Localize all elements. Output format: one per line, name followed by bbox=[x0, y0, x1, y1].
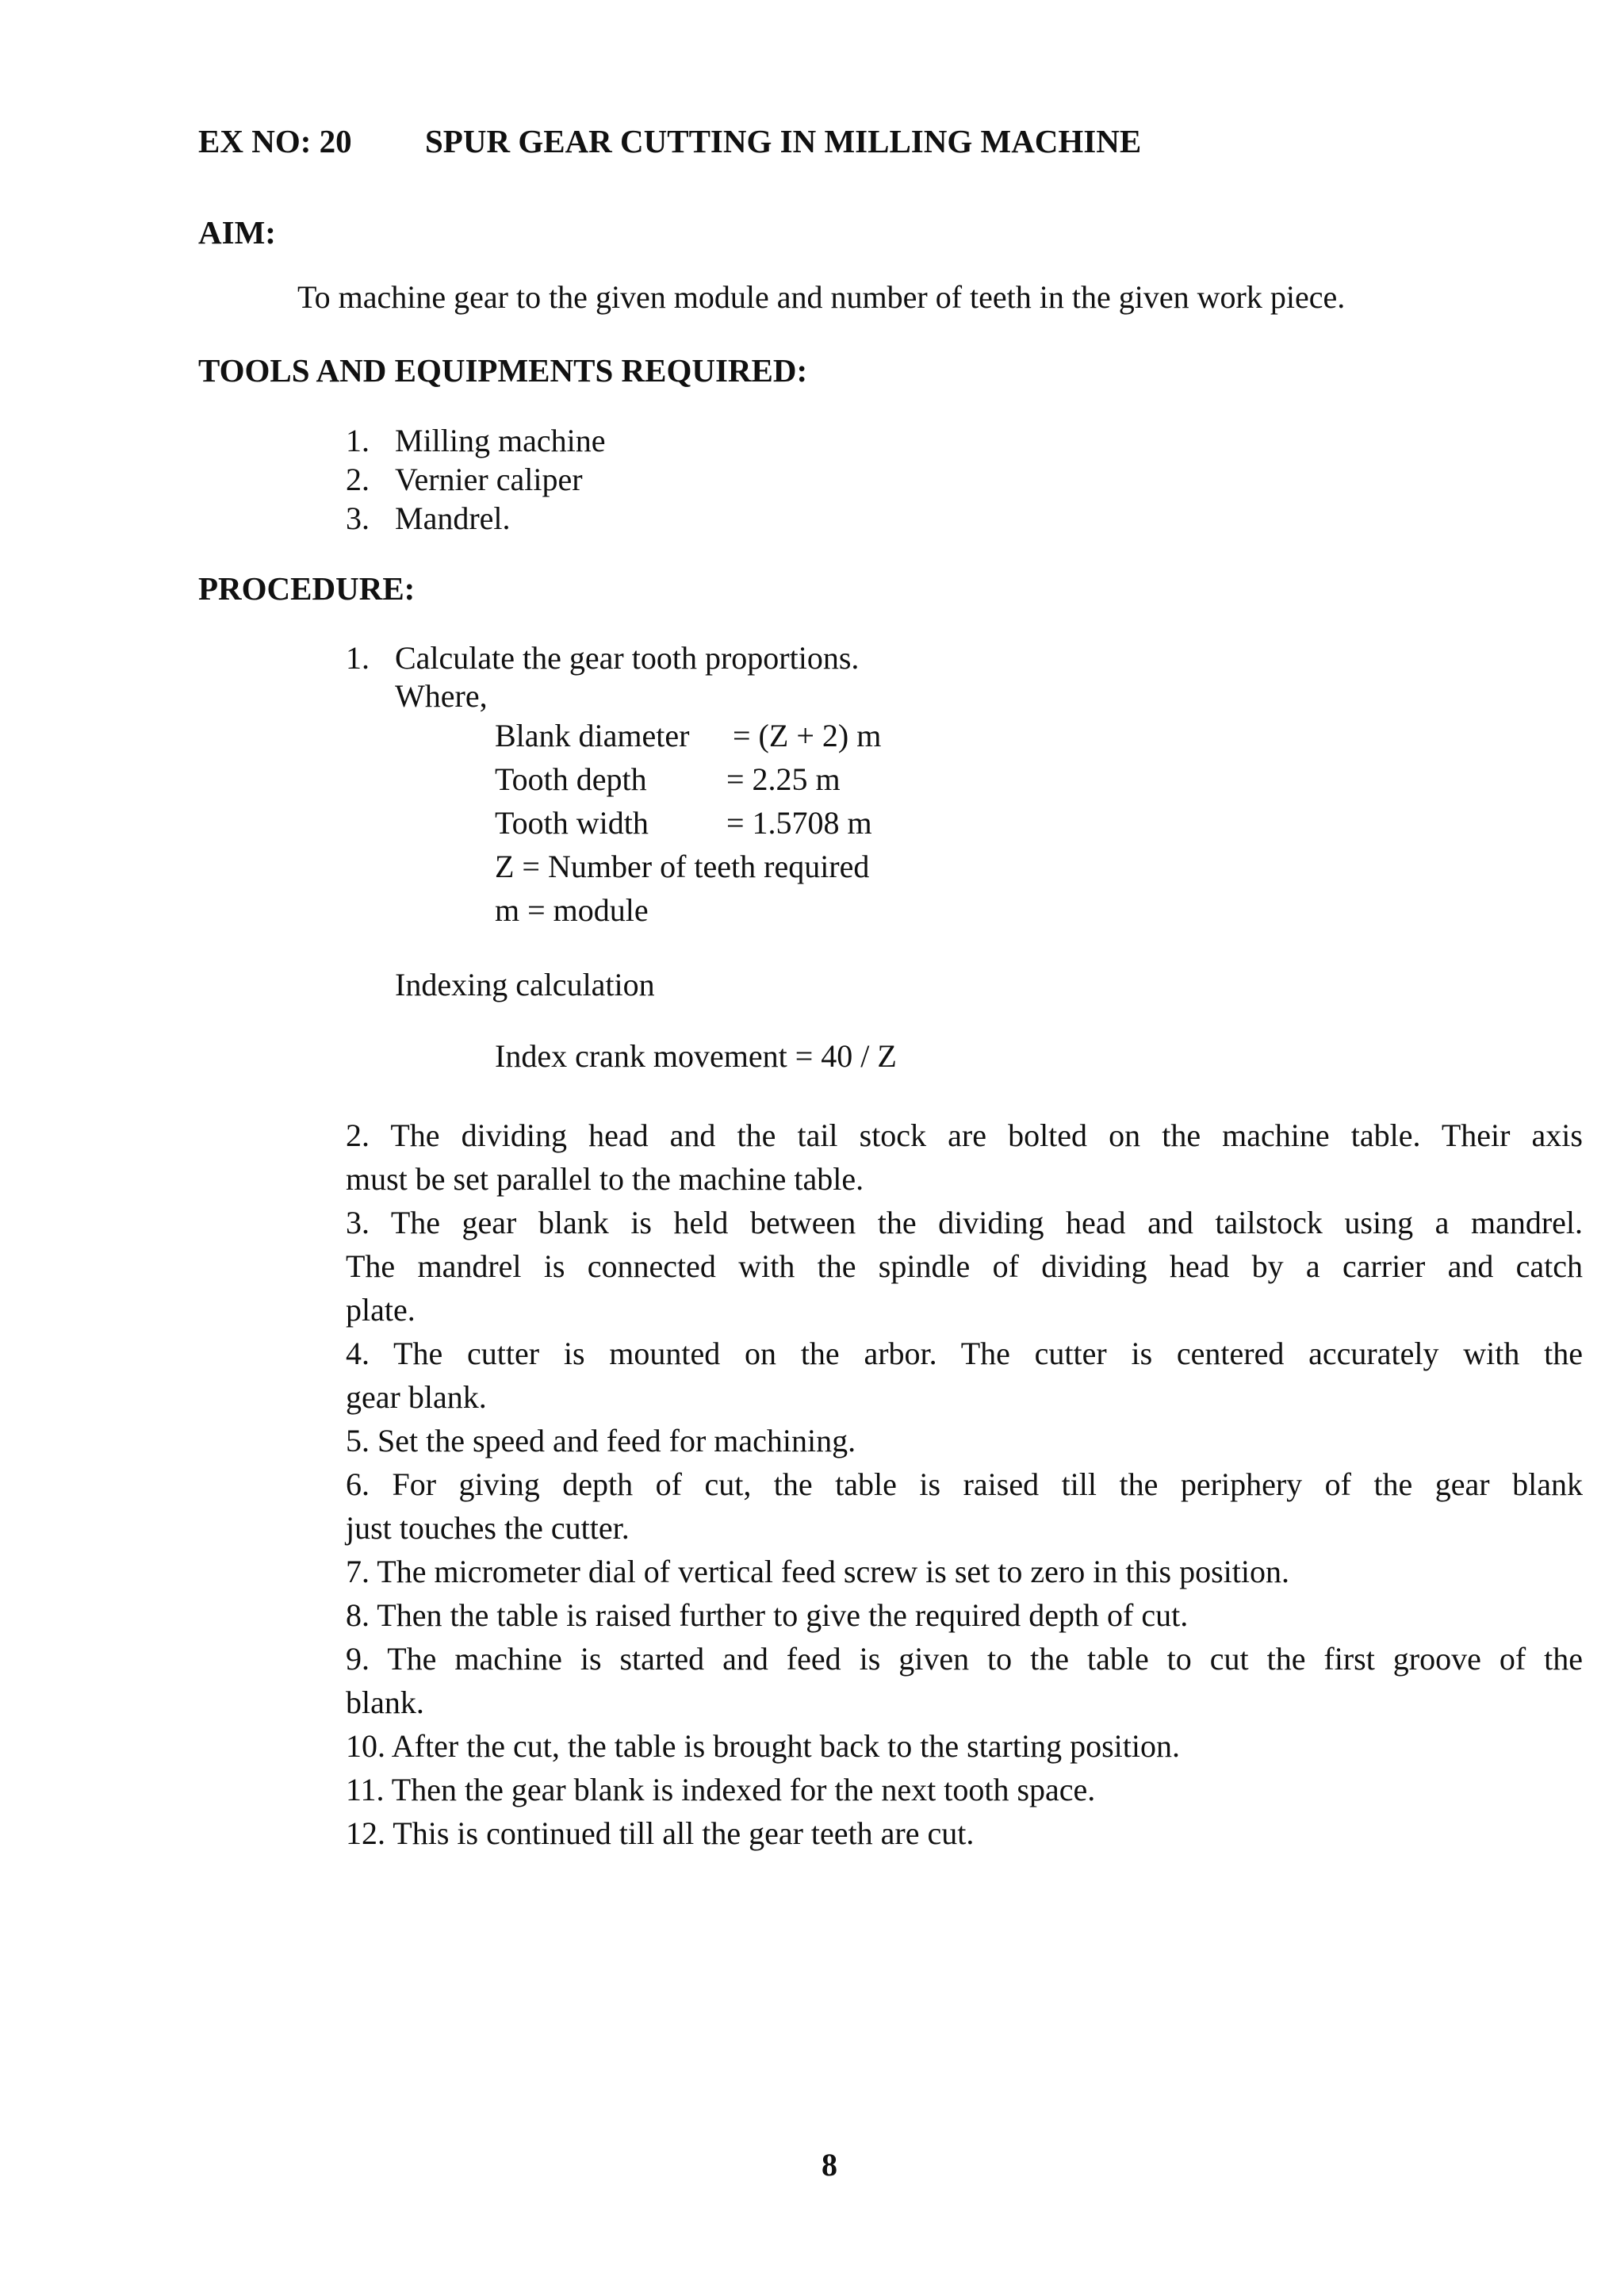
procedure-line: The mandrel is connected with the spindle of dividing head by a carrier and catch bbox=[346, 1248, 1583, 1284]
procedure-line: blank. bbox=[346, 1685, 424, 1720]
formula-label: Tooth width bbox=[495, 805, 649, 841]
procedure-line: 7. The micrometer dial of vertical feed screw is set to zero in this position. bbox=[346, 1554, 1290, 1589]
definition-line: m = module bbox=[495, 892, 649, 928]
page-number: 8 bbox=[822, 2147, 837, 2183]
list-number: 3. bbox=[346, 500, 370, 536]
list-text: Milling machine bbox=[395, 423, 606, 458]
definition-line: Z = Number of teeth required bbox=[495, 849, 870, 884]
aim-heading: AIM: bbox=[198, 214, 276, 251]
formula-value: = (Z + 2) m bbox=[733, 718, 882, 753]
procedure-line: 10. After the cut, the table is brought back to the starting position. bbox=[346, 1728, 1181, 1764]
formula-value: = 2.25 m bbox=[726, 761, 841, 797]
procedure-line: plate. bbox=[346, 1292, 416, 1328]
tools-list-item bbox=[346, 464, 583, 496]
procedure-line: must be set parallel to the machine table. bbox=[346, 1161, 864, 1197]
formula-value: = 1.5708 m bbox=[726, 805, 872, 841]
tools-list-item bbox=[346, 425, 606, 457]
formula-label: Tooth depth bbox=[495, 761, 647, 797]
procedure-line: just touches the cutter. bbox=[346, 1510, 630, 1546]
procedure-line: 9. The machine is started and feed is given to the table to cut the first groove of the bbox=[346, 1641, 1583, 1677]
procedure-line: 8. Then the table is raised further to give the required depth of cut. bbox=[346, 1597, 1189, 1633]
page-title: SPUR GEAR CUTTING IN MILLING MACHINE bbox=[425, 123, 1142, 159]
list-number: 2. bbox=[346, 462, 370, 497]
procedure-line: 11. Then the gear blank is indexed for the next tooth space. bbox=[346, 1772, 1096, 1807]
indexing-formula: Index crank movement = 40 / Z bbox=[495, 1038, 897, 1074]
list-number: 1. bbox=[346, 423, 370, 458]
where-label: Where, bbox=[395, 678, 488, 714]
procedure-line: gear blank. bbox=[346, 1379, 487, 1415]
step-text: Calculate the gear tooth proportions. bbox=[395, 640, 860, 676]
procedure-step-1 bbox=[346, 642, 859, 674]
procedure-line: 4. The cutter is mounted on the arbor. The cutter is centered accurately with the bbox=[346, 1336, 1583, 1371]
procedure-line: 2. The dividing head and the tail stock are bolted on the machine table. Their axis bbox=[346, 1117, 1583, 1153]
tools-heading: TOOLS AND EQUIPMENTS REQUIRED: bbox=[198, 352, 808, 389]
indexing-heading: Indexing calculation bbox=[395, 967, 655, 1002]
procedure-heading: PROCEDURE: bbox=[198, 570, 416, 607]
tools-list-item bbox=[346, 500, 511, 536]
list-number: 1. bbox=[346, 640, 370, 676]
list-text: Vernier caliper bbox=[395, 462, 583, 497]
list-text: Mandrel. bbox=[395, 500, 511, 536]
procedure-line: 6. For giving depth of cut, the table is raised till the periphery of the gear blank bbox=[346, 1466, 1583, 1502]
procedure-line: 5. Set the speed and feed for machining. bbox=[346, 1423, 856, 1458]
aim-text: To machine gear to the given module and number of teeth in the given work piece. bbox=[297, 279, 1346, 315]
exercise-number: EX NO: 20 bbox=[198, 123, 352, 159]
procedure-line: 12. This is continued till all the gear teeth are cut. bbox=[346, 1815, 975, 1851]
procedure-line: 3. The gear blank is held between the dividing head and tailstock using a mandrel. bbox=[346, 1205, 1583, 1240]
formula-label: Blank diameter bbox=[495, 718, 690, 753]
